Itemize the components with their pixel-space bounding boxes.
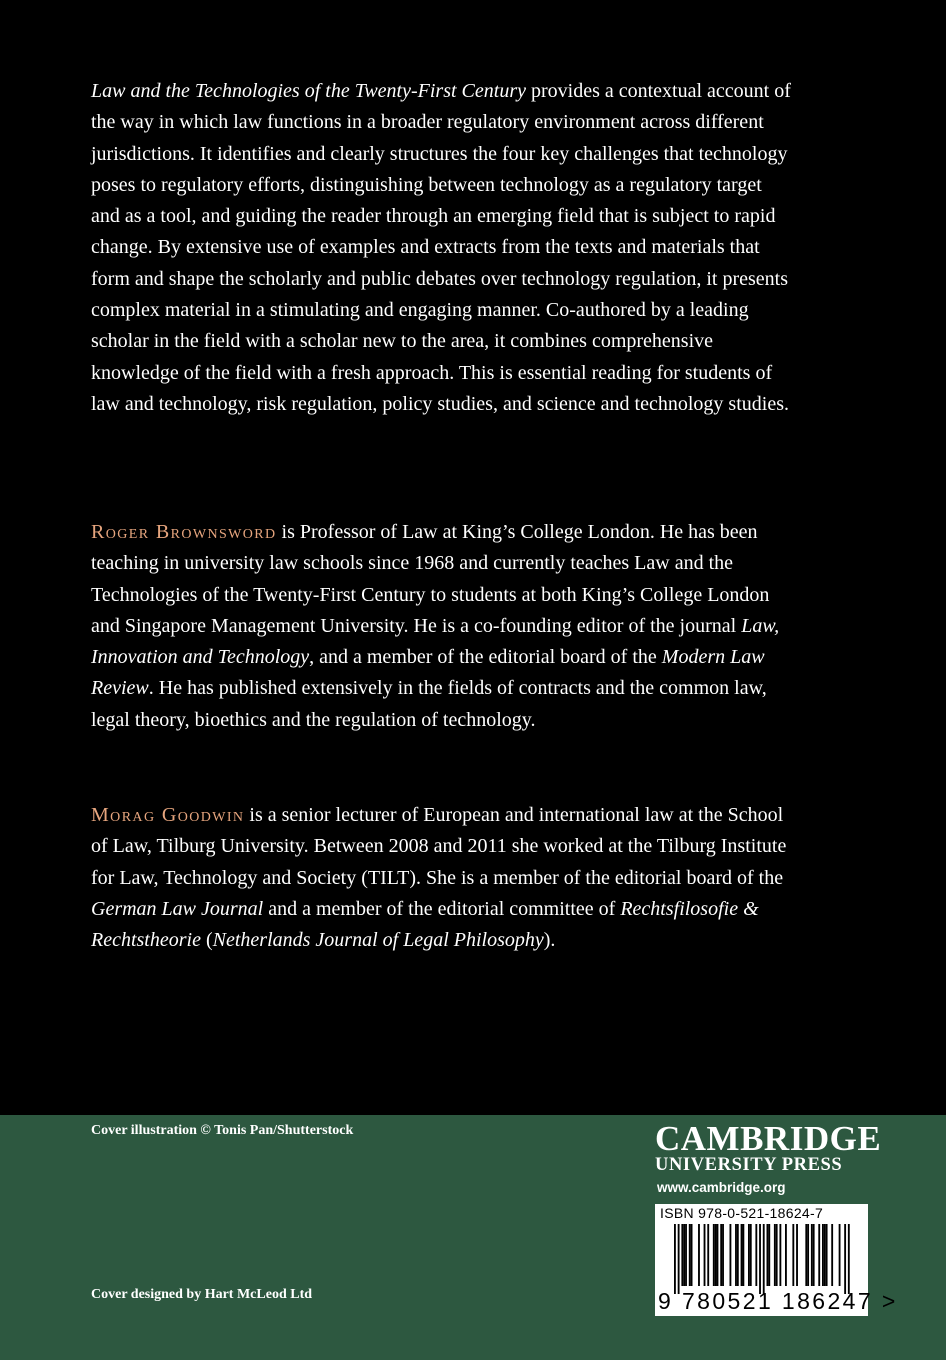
barcode-bar [737,1224,739,1286]
publisher-name: CAMBRIDGE [655,1119,882,1158]
barcode-bar [704,1224,706,1286]
bio-text: is a senior lecturer of European and international law at the School of Law, Tilburg University. Between 2008 and 2011 she worked at the Tilburg Institute for Law, Technology and Society (TILT). She is a member of the editorial board of the [91,804,787,889]
barcode-bar [759,1224,761,1294]
barcode-bar [741,1224,743,1286]
barcode-bar [707,1224,709,1286]
footer-band [0,1115,946,1360]
cover-design-credit: Cover designed by Hart McLeod Ltd [91,1287,313,1302]
journal-title: Modern Law Review [91,646,765,700]
barcode-bar [720,1224,722,1286]
ean-digits: 9 780521 186247 > [658,1288,898,1314]
barcode-bar [818,1224,820,1286]
barcode-bar [715,1224,717,1286]
publisher-url: www.cambridge.org [657,1180,786,1195]
barcode-bar [767,1224,769,1286]
barcode-bar [689,1224,691,1286]
barcode-bar [796,1224,798,1286]
barcode-bar [722,1224,724,1286]
barcode-bar [813,1224,815,1286]
bio-text: and a member of the editorial committee of [263,897,621,920]
barcode-bar [811,1224,813,1286]
barcode-bar [713,1224,715,1286]
barcode-bar [824,1224,826,1286]
author-bio-goodwin [91,800,791,956]
barcode-bar [674,1224,676,1294]
journal-title: Rechtsfilosofie & Rechtstheorie [91,897,759,952]
barcode-bar [822,1224,824,1286]
barcode-bar [681,1224,683,1286]
author-bio-brownsword [91,517,791,736]
bio-text: ). [543,929,556,952]
barcode-bar [805,1224,807,1286]
bio-text: is Professor of Law at King’s College London. He has been teaching in university law schools since 1968 and currently teaches Law and the Technologies of the Twenty-First Century to students at both King’s College London and Singapore Management University. He is a co-founding editor of the journal [91,521,770,637]
barcode-bar [779,1224,781,1286]
barcode-bar [730,1224,732,1286]
barcode-bar [750,1224,752,1286]
bio-text: , and a member of the editorial board of the [309,646,662,669]
barcode-bar [774,1224,776,1286]
barcode-bar [792,1224,794,1286]
barcode-bar [826,1224,828,1286]
barcode-bar [844,1224,846,1294]
barcode-label [655,1204,898,1316]
barcode-bar [691,1224,693,1286]
barcode-bar [735,1224,737,1286]
bio-text: ( [200,929,213,952]
publisher-subtitle: UNIVERSITY PRESS [655,1155,843,1175]
description-body: provides a contextual account of the way in which law functions in a broader regulatory environment across different jurisdictions. It identifies and clearly structures the four key challenges that technology poses to regulatory efforts, distinguishing between technology as a regulatory target and as a tool, and guiding the reader through an emerging field that is subject to rapid change. By extensive use of examples and extracts from the texts and materials that form and shape the scholarly and public debates over technology regulation, it presents complex material in a stimulating and engaging manner. Co-authored by a leading scholar in the field with a scholar new to the area, it combines comprehensive knowledge of the field with a fresh approach. This is essential reading for students of law and technology, risk regulation, policy studies, and science and technology studies. [91,80,791,415]
book-description [91,76,791,420]
barcode-bar [807,1224,809,1286]
barcode-bar [785,1224,787,1286]
barcode-bar [776,1224,778,1286]
barcode-bar [755,1224,757,1286]
bio-text: . He has published extensively in the fields of contracts and the common law, legal theory, bioethics and the regulation of technology. [91,677,767,731]
book-title: Law and the Technologies of the Twenty-First Century [91,80,526,102]
barcode-bar [839,1224,841,1286]
barcode-bar [831,1224,833,1286]
barcode-bar [698,1224,700,1286]
barcode-bar [763,1224,765,1294]
author-name: Morag Goodwin [91,804,245,826]
barcode-bar [683,1224,685,1286]
isbn-text: ISBN 978-0-521-18624-7 [660,1205,824,1221]
barcode-bar [717,1224,719,1286]
journal-title: German Law Journal [91,897,264,920]
barcode-bar [848,1224,850,1294]
barcode-bar [768,1224,770,1286]
barcode-bar [742,1224,744,1286]
barcode-bar [685,1224,687,1286]
author-name: Roger Brownsword [91,521,277,543]
journal-title: Law, Innovation and Technology [91,614,780,669]
barcode-bar [678,1224,680,1294]
journal-title: Netherlands Journal of Legal Philosophy [212,929,544,952]
barcode-bar [748,1224,750,1286]
cover-illustration-credit: Cover illustration © Tonis Pan/Shutterstock [91,1123,354,1138]
